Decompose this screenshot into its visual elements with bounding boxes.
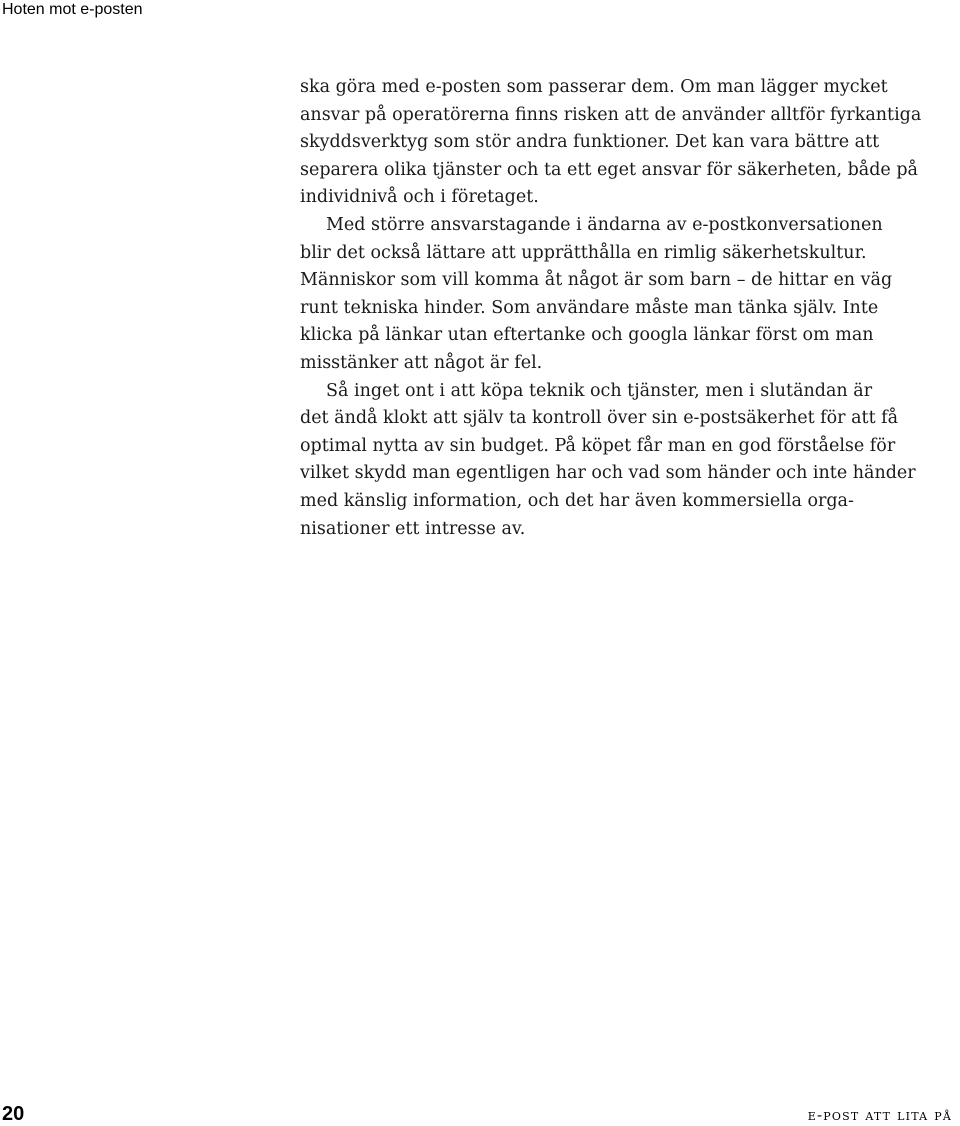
page-number: 20 [2,1103,25,1125]
text-line: individnivå och i företaget. [300,187,539,208]
paragraph-first-line: Med större ansvarstagande i ändarna av e-postkonversationen [326,214,883,235]
text-line: nisationer ett intresse av. [300,518,526,539]
running-footer: e-post att lita på [807,1106,952,1124]
text-line: Människor som vill komma åt något är som barn – de hittar en väg [300,270,893,291]
text-line: optimal nytta av sin budget. På köpet får man en god förståelse för [300,435,896,456]
text-line: blir det också lättare att upprätthålla en rimlig säkerhetskultur. [300,242,867,263]
running-header: Hoten mot e-posten [2,1,143,18]
paragraph-first-line: Så inget ont i att köpa teknik och tjänster, men i slutändan är [326,380,873,401]
body-text [300,74,952,543]
text-line: runt tekniska hinder. Som användare måste man tänka själv. Inte [300,297,879,318]
text-line: separera olika tjänster och ta ett eget ansvar för säkerheten, både på [300,159,918,180]
text-line: ska göra med e-posten som passerar dem. Om man lägger mycket [300,77,888,97]
text-line: vilket skydd man egentligen har och vad som händer och inte händer [300,463,916,484]
text-line: klicka på länkar utan eftertanke och googla länkar först om man [300,325,874,346]
text-line: misstänker att något är fel. [300,352,543,373]
text-line: ansvar på operatörerna finns risken att de använder alltför fyrkantiga [300,104,922,125]
text-line: med känslig information, och det har även kommersiella orga- [300,490,854,511]
text-line: det ändå klokt att själv ta kontroll över sin e-postsäkerhet för att få [300,408,899,429]
text-line: skyddsverktyg som stör andra funktioner. Det kan vara bättre att [300,132,880,153]
